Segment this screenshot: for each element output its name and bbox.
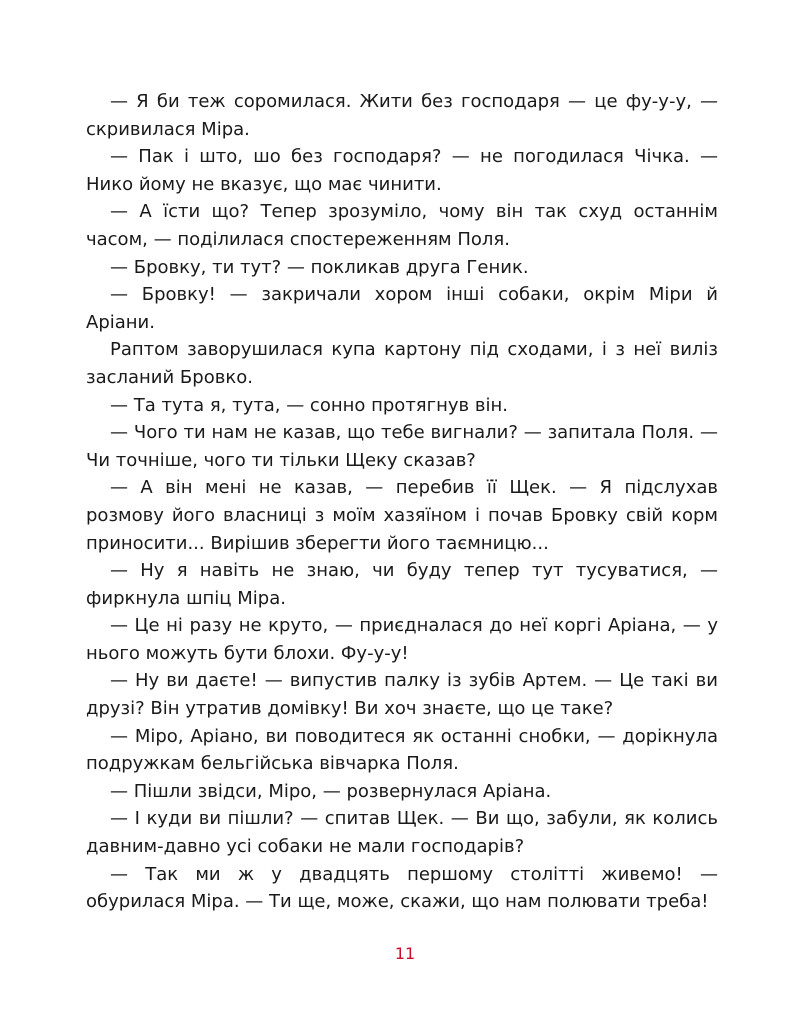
paragraph-14: — Пішли звідси, Міро, — розвернулася Аріана. [110, 780, 552, 802]
paragraph-16: — Так ми ж у двадцять першому столітті живемо! — обурилася Міра. — Ти ще, може, скажи, що нам полювати треба! [86, 863, 718, 913]
paragraph-11: — Це ні разу не круто, — приєдналася до неї коргі Аріана, — у нього можуть бути блохи. Фу-у-у! [86, 615, 718, 664]
page-text [86, 88, 718, 916]
paragraph-9: — А він мені не казав, — перебив її Щек. — Я підслухав розмову його власниці з моїм хазяїном і почав Бровку свій корм приносити... Вирішив зберегти його таємницю... [86, 477, 718, 554]
paragraph-10: — Ну я навіть не знаю, чи буду тепер тут тусуватися, — фиркнула шпіц Міра. [86, 560, 718, 609]
paragraph-8: — Чого ти нам не казав, що тебе вигнали? — запитала Поля. — Чи точніше, чого ти тільки Щеку сказав? [86, 422, 718, 471]
paragraph-1: — Я би теж соромилася. Жити без господаря — це фу-у-у, — скривилася Міра. [86, 91, 718, 140]
paragraph-15: — І куди ви пішли? — спитав Щек. — Ви що, забули, як колись давним-давно усі собаки не мали господарів? [86, 808, 718, 858]
paragraph-3: — А їсти що? Тепер зрозуміло, чому він так схуд останнім часом, — поділилася спостереженням Поля. [86, 201, 718, 250]
paragraph-5: — Бровку! — закричали хором інші собаки, окрім Міри й Аріани. [86, 284, 718, 333]
paragraph-6: Раптом заворушилася купа картону під сходами, і з неї виліз засланий Бровко. [86, 339, 718, 388]
paragraph-7: — Та тута я, тута, — сонно протягнув він. [110, 394, 508, 416]
paragraph-4: — Бровку, ти тут? — покликав друга Геник. [110, 256, 529, 278]
paragraph-13: — Міро, Аріано, ви поводитеся як останні снобки, — дорікнула подружкам бельгійська вівчарка Поля. [86, 725, 718, 775]
paragraph-12: — Ну ви даєте! — випустив палку із зубів Артем. — Це такі ви друзі? Він утратив домівку! Ви хоч знаєте, що це таке? [86, 670, 718, 720]
paragraph-2: — Пак і што, шо без господаря? — не погодилася Чічка. — Нико йому не вказує, що має чинити. [86, 146, 718, 195]
page-number: 11 [394, 944, 416, 963]
